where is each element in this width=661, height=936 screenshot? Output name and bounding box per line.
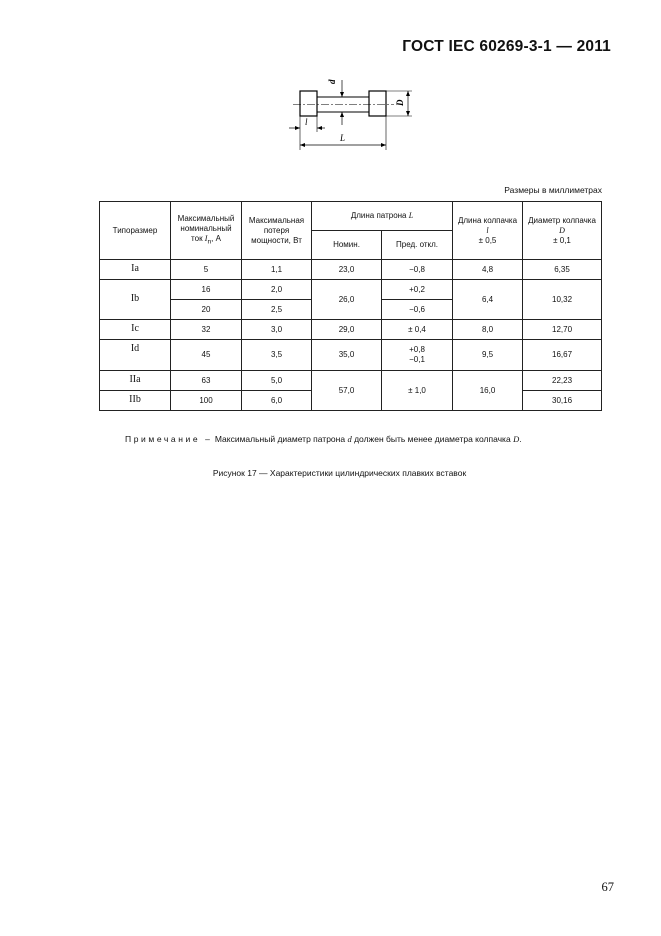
header-deviation: Пред. откл. — [382, 231, 453, 260]
fuse-spec-table — [99, 201, 602, 411]
header-nominal: Номин. — [312, 231, 382, 260]
table-row: Ic 32 3,0 29,0 ± 0,4 8,0 12,70 — [100, 320, 602, 340]
table-row: IIa 63 5,0 57,0 ± 1,0 16,0 22,23 — [100, 371, 602, 391]
table-row: IIb 100 6,0 30,16 — [100, 391, 602, 411]
header-max-loss: Максимальная потеря мощности, Вт — [242, 202, 312, 260]
page-number: 67 — [601, 880, 614, 894]
header-type: Типоразмер — [100, 202, 171, 260]
table-row: Ib 16 2,0 26,0 +0,2 6,4 10,32 — [100, 280, 602, 300]
standard-header: ГОСТ IEC 60269-3-1 — 2011 — [402, 38, 611, 55]
table-row: Ia 5 1,1 23,0 −0,8 4,8 6,35 — [100, 260, 602, 280]
header-max-current: Максимальный номинальный ток $I_n$, А — [171, 202, 242, 260]
table-row: 20 2,5 −0,6 — [100, 300, 602, 320]
header-cap-diameter: Диаметр колпачка D ± 0,1 — [523, 202, 602, 260]
header-length: Длина патрона L — [312, 202, 453, 231]
table-row: Id 45 3,5 35,0 +0,8 −0,1 9,5 16,67 — [100, 340, 602, 371]
label-l: l — [305, 117, 308, 127]
fuse-drawing — [283, 70, 418, 156]
label-D: D — [395, 99, 405, 106]
figure-caption: Рисунок 17 — Характеристики цилиндрических плавких вставок — [212, 468, 467, 478]
table-note: Примечание – Максимальный диаметр патрона d должен быть менее диаметра колпачка D. — [125, 434, 522, 444]
label-L: L — [340, 133, 346, 143]
label-d: d — [327, 79, 337, 84]
units-note: Размеры в миллиметрах — [504, 185, 602, 195]
header-cap-length: Длина колпачка l ± 0,5 — [453, 202, 523, 260]
